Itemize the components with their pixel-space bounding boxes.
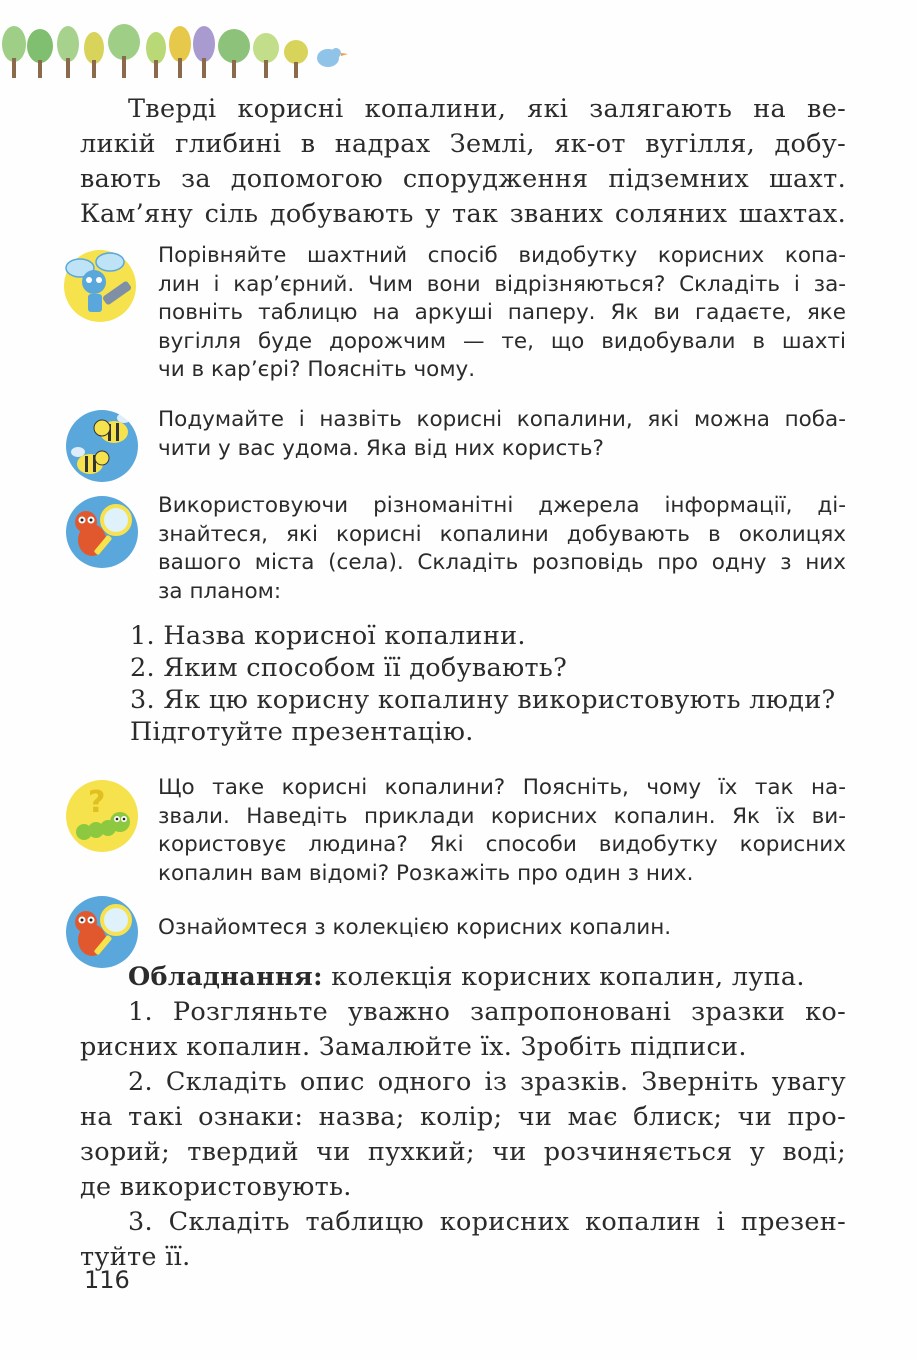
practical-line: де використовують. [80, 1172, 352, 1202]
task-home-minerals [158, 406, 846, 463]
practical-section [80, 960, 846, 1275]
practical-line: зорий; твердий чи пухкий; чи розчиняється у воді; [80, 1137, 846, 1167]
caterpillar-question-icon [62, 776, 142, 856]
task-line: знайтеся, які корисні копалини добувають в околицях [158, 521, 846, 547]
bees-icon [64, 404, 144, 484]
intro-line: ликій глибині в надрах Землі, як-от вугілля, добу- [80, 129, 846, 159]
plan-item: 2. Яким способом її добувають? [130, 653, 568, 683]
task-line: чи в кар’єрі? Поясніть чому. [158, 357, 476, 383]
task-line: користовує людина? Які способи видобутку корисних [158, 832, 846, 858]
task-line: чити у вас удома. Яка від них користь? [158, 435, 604, 461]
practical-line: 1. Розгляньте уважно запропоновані зразки ко- [128, 997, 846, 1027]
dragonfly-pencil-icon [58, 244, 138, 324]
equipment-line [80, 960, 846, 995]
practical-line: 2. Складіть опис одного із зразків. Зверніть увагу [128, 1067, 846, 1097]
task-compare-mining [158, 242, 846, 385]
trees-banner-icon [0, 22, 360, 82]
intro-paragraph [80, 92, 846, 232]
task-line: вашого міста (села). Складіть розповідь про одну з них [158, 550, 846, 576]
intro-line: Тверді корисні копалини, які залягають на ве- [128, 94, 846, 124]
task-line: вугілля буде дорожчим — те, що видобували в шахті [158, 328, 846, 354]
equipment-text: колекція корисних копалин, лупа. [322, 962, 805, 992]
task-collection [158, 914, 846, 943]
practical-line: 3. Складіть таблицю корисних копалин і презен- [128, 1207, 846, 1237]
task-local-minerals [158, 492, 846, 606]
plan-item: 3. Як цю корисну копалину використовують люди? [130, 685, 836, 715]
task-what-are-minerals [158, 774, 846, 888]
intro-line: вають за допомогою спорудження підземних шахт. [80, 164, 846, 194]
intro-line: Кам’яну сіль добувають у так званих соляних шахтах. [80, 199, 846, 229]
practical-line: на такі ознаки: назва; колір; чи має блиск; чи про- [80, 1102, 846, 1132]
equipment-label: Обладнання: [128, 962, 323, 992]
svg-text:?: ? [88, 785, 106, 820]
plan-presentation: Підготуйте презентацію. [130, 717, 474, 747]
task-line: за планом: [158, 578, 282, 604]
task-line: Використовуючи різноманітні джерела інформації, ді- [158, 493, 846, 518]
task-line: повніть таблицю на аркуші паперу. Як ви гадаєте, яке [158, 300, 846, 326]
task-line: лин і кар’єрний. Чим вони відрізняються? Складіть і за- [158, 271, 846, 297]
practical-line: туйте її. [80, 1242, 191, 1272]
task-line: звали. Наведіть приклади корисних копалин. Як їх ви- [158, 803, 846, 829]
task-line: Подумайте і назвіть корисні копалини, які можна поба- [158, 407, 846, 432]
task-line: копалин вам відомі? Розкажіть про один з них. [158, 860, 694, 886]
page-number: 116 [84, 1266, 130, 1294]
plan-item: 1. Назва корисної копалини. [130, 621, 526, 651]
practical-line: рисних копалин. Замалюйте їх. Зробіть підписи. [80, 1032, 747, 1062]
task-line: Що таке корисні копалини? Поясніть, чому їх так на- [158, 775, 846, 800]
task-line: Ознайомтеся з колекцією корисних копалин. [158, 915, 672, 940]
task-line: Порівняйте шахтний спосіб видобутку корисних копа- [158, 243, 846, 268]
ant-magnifier-icon [62, 492, 142, 572]
